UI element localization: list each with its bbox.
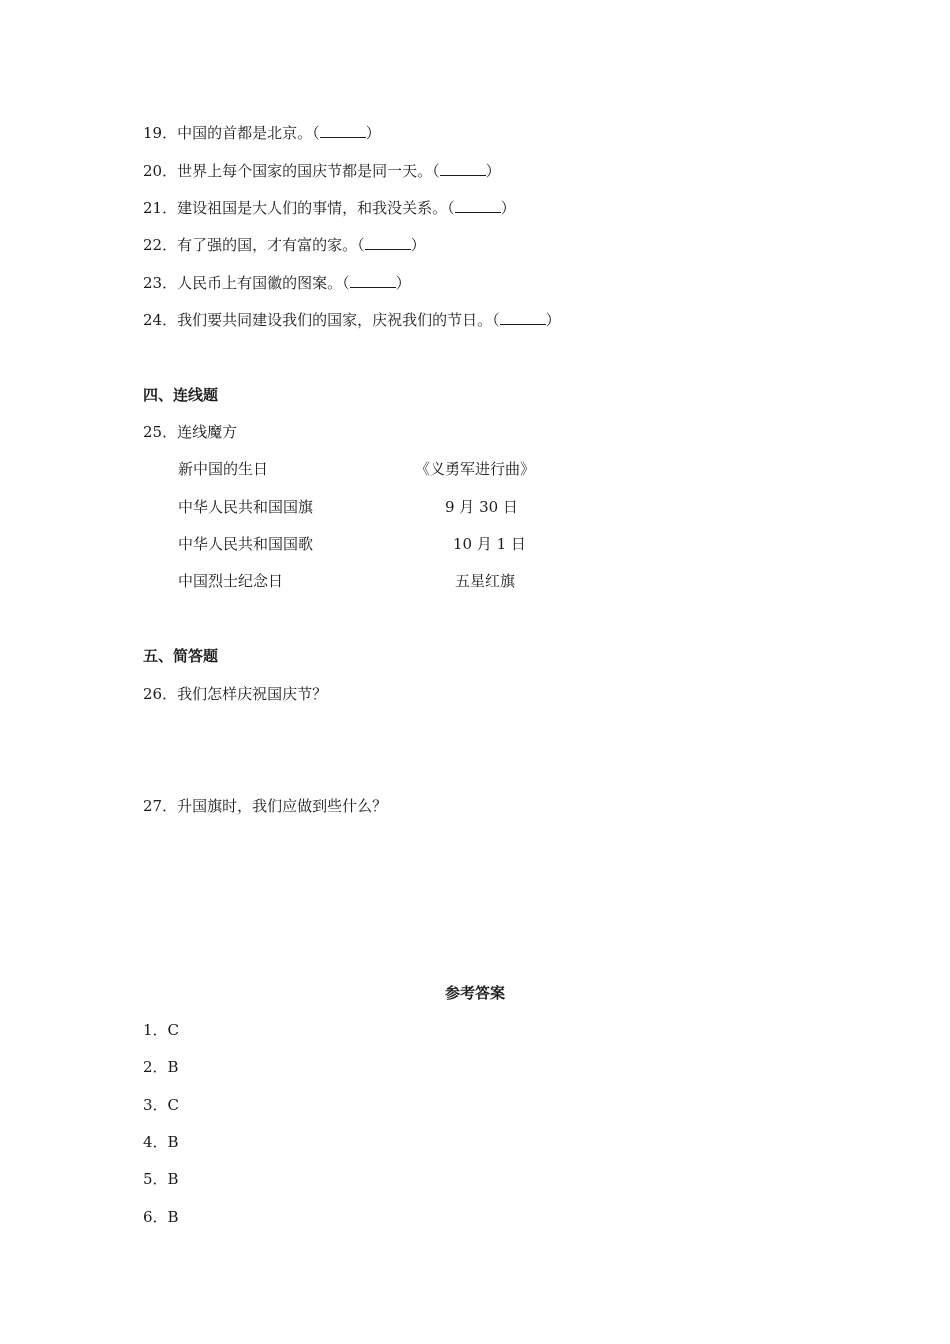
question-number: 23． <box>143 274 178 292</box>
question-number: 21． <box>143 199 178 217</box>
answer-blank[interactable] <box>320 123 366 138</box>
match-right-item[interactable]: 五星红旗 <box>455 572 516 590</box>
question-25: 25．连线魔方 <box>143 423 238 441</box>
closing-paren: ） <box>545 311 561 329</box>
question-number: 19． <box>143 124 178 142</box>
closing-paren: ） <box>365 124 381 142</box>
question-number: 24． <box>143 311 178 329</box>
match-left-item[interactable]: 中国烈士纪念日 <box>178 572 284 590</box>
answer-item: 3．C <box>143 1096 180 1114</box>
question-21 <box>143 198 516 218</box>
question-text: 有了强的国，才有富的家。（ <box>177 236 365 254</box>
closing-paren: ） <box>395 274 411 292</box>
question-23 <box>143 273 411 293</box>
question-24 <box>143 310 561 330</box>
match-right-item[interactable]: 《义勇军进行曲》 <box>415 460 536 478</box>
answer-item: 4．B <box>143 1133 179 1151</box>
closing-paren: ） <box>410 236 426 254</box>
match-right-item[interactable]: 10 月 1 日 <box>453 535 526 553</box>
question-text: 建设祖国是大人们的事情，和我没关系。（ <box>177 199 455 217</box>
match-left-item[interactable]: 新中国的生日 <box>178 460 269 478</box>
answer-key-title: 参考答案 <box>444 984 505 1002</box>
question-text: 人民币上有国徽的图案。（ <box>177 274 350 292</box>
answer-item: 2．B <box>143 1058 179 1076</box>
question-26: 26．我们怎样庆祝国庆节？ <box>143 685 328 703</box>
question-20 <box>143 161 501 181</box>
question-text: 中国的首都是北京。（ <box>177 124 320 142</box>
question-27: 27．升国旗时，我们应做到些什么？ <box>143 797 388 815</box>
answer-blank[interactable] <box>500 310 546 325</box>
question-22 <box>143 235 426 255</box>
answer-blank[interactable] <box>455 198 501 213</box>
section-heading-matching: 四、连线题 <box>143 386 219 404</box>
match-left-item[interactable]: 中华人民共和国国歌 <box>178 535 314 553</box>
question-text: 世界上每个国家的国庆节都是同一天。（ <box>177 162 440 180</box>
answer-blank[interactable] <box>350 273 396 288</box>
answer-item: 5．B <box>143 1170 179 1188</box>
answer-blank[interactable] <box>440 161 486 176</box>
question-19 <box>143 123 381 143</box>
question-text: 我们要共同建设我们的国家，庆祝我们的节日。（ <box>177 311 500 329</box>
answer-item: 6．B <box>143 1208 179 1226</box>
match-right-item[interactable]: 9 月 30 日 <box>445 498 518 516</box>
closing-paren: ） <box>500 199 516 217</box>
answer-blank[interactable] <box>365 235 411 250</box>
question-number: 22． <box>143 236 178 254</box>
match-left-item[interactable]: 中华人民共和国国旗 <box>178 498 314 516</box>
section-heading-short-answer: 五、简答题 <box>143 647 219 665</box>
question-number: 20． <box>143 162 178 180</box>
answer-item: 1．C <box>143 1021 180 1039</box>
closing-paren: ） <box>485 162 501 180</box>
